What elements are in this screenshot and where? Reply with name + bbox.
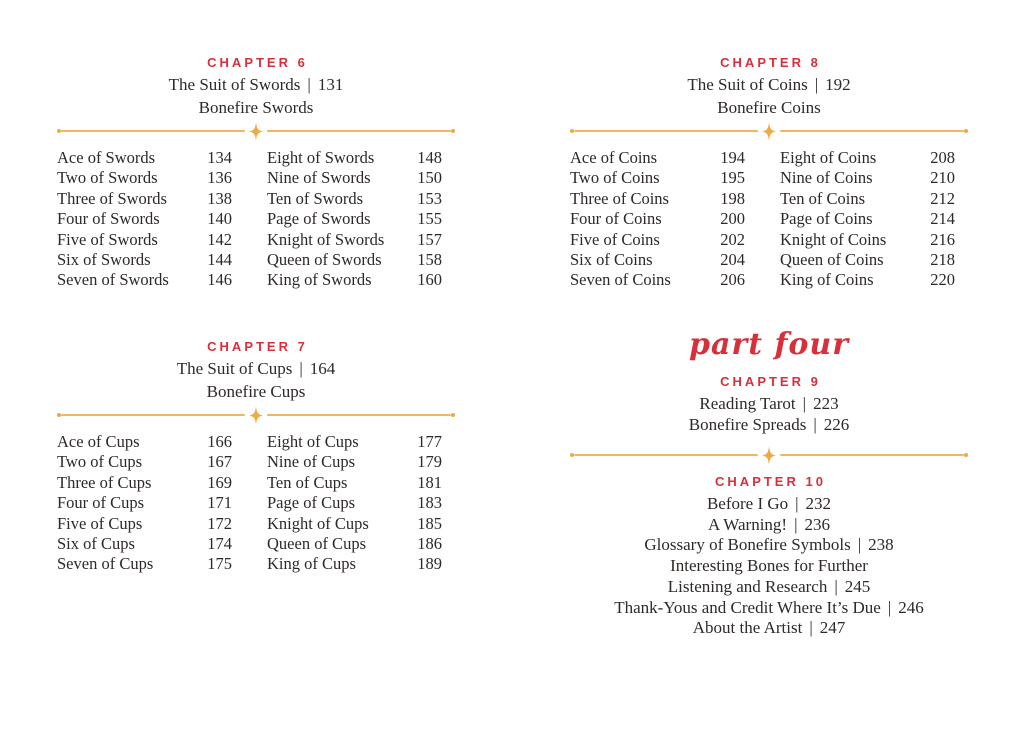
line-text: Thank-Yous and Credit Where It’s Due [614,597,881,617]
divider-dot-right-icon [451,129,455,133]
toc-entry [267,432,442,452]
chapter7-section [57,339,455,575]
line-text: Before I Go [706,494,789,513]
entry-label: Eight of Coins [780,148,877,167]
chapter7-entries-col2 [267,432,442,575]
part-four-heading: part four [688,327,850,362]
toc-entry [57,148,232,168]
entry-page: 167 [207,452,232,472]
entry-label: King of Swords [267,270,372,290]
divider-line [267,414,451,416]
entry-page: 171 [207,493,232,513]
chapter8-section [570,55,968,291]
entry-label: Five of Coins [570,229,660,249]
entry-label: Knight of Swords [267,229,385,249]
toc-entry [780,148,955,168]
chapter8-title [570,74,968,95]
toc-entry [57,230,232,250]
line-text: Interesting Bones for Further [670,556,868,576]
line-page: 238 [868,535,894,555]
entry-label: Nine of Cups [267,452,355,472]
entry-label: Ten of Swords [267,188,364,208]
toc-line [570,618,968,639]
line-text: A Warning! [708,514,788,534]
entry-page: 158 [417,250,442,270]
toc-entry [780,230,955,250]
chapter6-subtitle: Bonefire Swords [198,98,314,117]
entry-page: 194 [720,148,745,167]
entry-page: 179 [417,452,442,472]
entry-label: Ten of Cups [267,472,348,492]
divider-dot-right-icon [964,453,968,457]
toc-entry [57,514,232,534]
entry-page: 136 [207,168,232,188]
pipe-separator: | [857,535,862,555]
line-text: Glossary of Bonefire Symbols [644,535,851,555]
toc-line [570,394,968,415]
entry-page: 186 [417,534,442,554]
entry-page: 206 [720,270,745,290]
entry-label: Nine of Coins [780,168,873,188]
ornament-divider [570,122,968,140]
pipe-separator: | [795,494,799,513]
divider-line [574,454,758,456]
toc-entry [267,514,442,534]
pipe-separator: | [887,597,892,617]
chapter8-entries [570,148,968,291]
chapter6-title [57,74,455,95]
toc-entry [267,209,442,229]
entry-page: 140 [207,209,232,229]
entry-label: Three of Coins [570,188,669,208]
chapter6-title-text: The Suit of Swords [168,75,301,94]
toc-entry [570,230,745,250]
toc-entry [57,534,232,554]
pipe-separator: | [802,394,807,413]
entry-page: 220 [930,270,955,290]
toc-entry [57,452,232,472]
toc-entry [780,189,955,209]
toc-entry [57,270,232,290]
entry-page: 177 [417,432,442,451]
pipe-separator: | [809,618,813,638]
entry-page: 146 [207,270,232,290]
line-page: 247 [819,618,846,638]
entry-page: 185 [417,513,442,533]
chapter6-entries-col2 [267,148,442,291]
chapter8-title-text: The Suit of Coins [687,75,808,94]
toc-line [570,577,968,598]
chapter9-section [570,374,968,435]
chapter7-entries-col1 [57,432,232,575]
entry-page: 172 [207,513,232,533]
entry-page: 169 [207,472,232,492]
entry-page: 195 [720,168,745,188]
toc-entry [267,168,442,188]
toc-entry [267,534,442,554]
chapter6-entries [57,148,455,291]
toc-entry [267,473,442,493]
toc-entry [780,270,955,290]
pipe-separator: | [307,75,311,94]
entry-page: 155 [417,209,442,229]
chapter8-entries-col2 [780,148,955,291]
line-text: Reading Tarot [699,394,796,413]
toc-line [570,535,968,556]
chapter6-title-page: 131 [317,75,344,94]
ornament-divider [57,122,455,140]
entry-label: Seven of Swords [57,270,169,290]
pipe-separator: | [834,576,838,596]
pipe-separator: | [813,414,817,434]
toc-entry [267,554,442,574]
line-page: 232 [805,494,832,513]
entry-label: Page of Swords [267,209,371,229]
toc-line [570,598,968,619]
entry-label: Eight of Swords [267,148,375,167]
entry-page: 181 [417,472,442,492]
chapter8-entries-col1 [570,148,745,291]
chapter7-title [57,358,455,379]
divider-line [780,130,964,132]
divider-line [780,454,964,456]
entry-label: Two of Cups [57,452,143,472]
chapter7-subtitle: Bonefire Cups [206,382,306,401]
toc-line [570,515,968,536]
entry-page: 214 [930,209,955,229]
entry-page: 189 [417,554,442,574]
chapter7-heading: CHAPTER 7 [207,339,308,354]
toc-entry [267,250,442,270]
divider-line [61,130,245,132]
entry-page: 150 [417,168,442,188]
entry-page: 218 [930,250,955,270]
chapter8-title-page: 192 [825,75,851,94]
entry-page: 210 [930,168,955,188]
sparkle-star-icon [249,406,263,425]
entry-page: 174 [207,534,232,554]
chapter10-section [570,474,968,639]
chapter8-subtitle: Bonefire Coins [717,98,821,117]
entry-label: King of Cups [267,554,356,574]
toc-entry [267,270,442,290]
chapter8-heading: CHAPTER 8 [720,55,821,70]
chapter10-heading: CHAPTER 10 [715,474,826,489]
chapter9-lines [570,394,968,435]
entry-page: 153 [417,188,442,208]
ornament-divider [57,406,455,424]
entry-label: Four of Coins [570,209,662,229]
pipe-separator: | [299,359,303,378]
entry-page: 200 [720,209,745,229]
entry-label: Nine of Swords [267,168,371,188]
pipe-separator: | [814,75,819,94]
chapter10-lines [570,494,968,639]
entry-label: Knight of Cups [267,513,369,533]
entry-label: Four of Swords [57,209,160,229]
toc-entry [570,250,745,270]
entry-page: 198 [720,188,745,208]
toc-entry [780,250,955,270]
chapter9-heading: CHAPTER 9 [720,374,821,389]
entry-label: Six of Cups [57,534,135,554]
toc-line [570,415,968,436]
entry-label: Knight of Coins [780,229,887,249]
divider-line [61,414,245,416]
entry-label: Ten of Coins [780,188,866,208]
entry-label: Queen of Swords [267,250,382,270]
entry-page: 144 [207,250,232,270]
toc-entry [267,148,442,168]
toc-entry [267,493,442,513]
divider-dot-right-icon [451,413,455,417]
entry-page: 212 [930,188,955,208]
entry-label: Six of Coins [570,250,653,270]
toc-entry [57,473,232,493]
entry-label: King of Coins [780,270,874,290]
entry-label: Eight of Cups [267,432,359,451]
toc-entry [57,189,232,209]
entry-label: Queen of Cups [267,534,366,554]
sparkle-star-icon [762,446,776,465]
line-text: Listening and Research [667,576,828,596]
entry-page: 208 [930,148,955,167]
entry-page: 183 [417,493,442,513]
entry-page: 134 [207,148,232,167]
entry-page: 202 [720,229,745,249]
line-page: 246 [898,597,924,617]
ornament-divider [570,446,968,464]
entry-label: Ace of Coins [570,148,658,167]
line-page: 245 [844,576,871,596]
entry-label: Ace of Cups [57,432,140,451]
entry-label: Five of Swords [57,229,158,249]
toc-entry [57,168,232,188]
chapter6-section [57,55,455,291]
toc-entry [570,148,745,168]
pipe-separator: | [794,514,798,534]
toc-entry [570,189,745,209]
toc-entry [780,168,955,188]
toc-entry [570,168,745,188]
toc-entry [267,189,442,209]
sparkle-star-icon [249,122,263,141]
entry-label: Page of Cups [267,493,355,513]
toc-entry [57,432,232,452]
chapter7-entries [57,432,455,575]
entry-label: Ace of Swords [57,148,156,167]
sparkle-star-icon [762,122,776,141]
divider-line [267,130,451,132]
toc-entry [570,270,745,290]
toc-entry [57,554,232,574]
chapter6-entries-col1 [57,148,232,291]
entry-page: 175 [207,554,232,574]
chapter7-title-text: The Suit of Cups [176,359,293,378]
line-text: Bonefire Spreads [688,414,807,434]
toc-entry [57,493,232,513]
entry-label: Seven of Coins [570,270,671,290]
entry-page: 142 [207,229,232,249]
entry-page: 216 [930,229,955,249]
toc-line [570,494,968,515]
entry-page: 148 [417,148,442,167]
chapter7-title-page: 164 [309,359,336,378]
toc-entry [780,209,955,229]
line-page: 226 [823,414,850,434]
toc-entry [570,209,745,229]
toc-line [570,556,968,577]
entry-label: Page of Coins [780,209,873,229]
entry-page: 160 [417,270,442,290]
line-page: 236 [804,514,830,534]
entry-label: Six of Swords [57,250,151,270]
entry-page: 204 [720,250,745,270]
divider-dot-right-icon [964,129,968,133]
entry-page: 166 [207,432,232,451]
toc-entry [57,209,232,229]
toc-entry [57,250,232,270]
entry-label: Two of Coins [570,168,660,188]
entry-label: Four of Cups [57,493,145,513]
entry-page: 157 [417,229,442,249]
chapter6-heading: CHAPTER 6 [207,55,308,70]
entry-page: 138 [207,188,232,208]
entry-label: Seven of Cups [57,554,154,574]
entry-label: Queen of Coins [780,250,884,270]
line-page: 223 [813,394,839,413]
toc-entry [267,230,442,250]
toc-entry [267,452,442,472]
entry-label: Five of Cups [57,513,143,533]
entry-label: Three of Cups [57,472,152,492]
line-text: About the Artist [692,618,803,638]
entry-label: Three of Swords [57,188,167,208]
divider-line [574,130,758,132]
entry-label: Two of Swords [57,168,158,188]
